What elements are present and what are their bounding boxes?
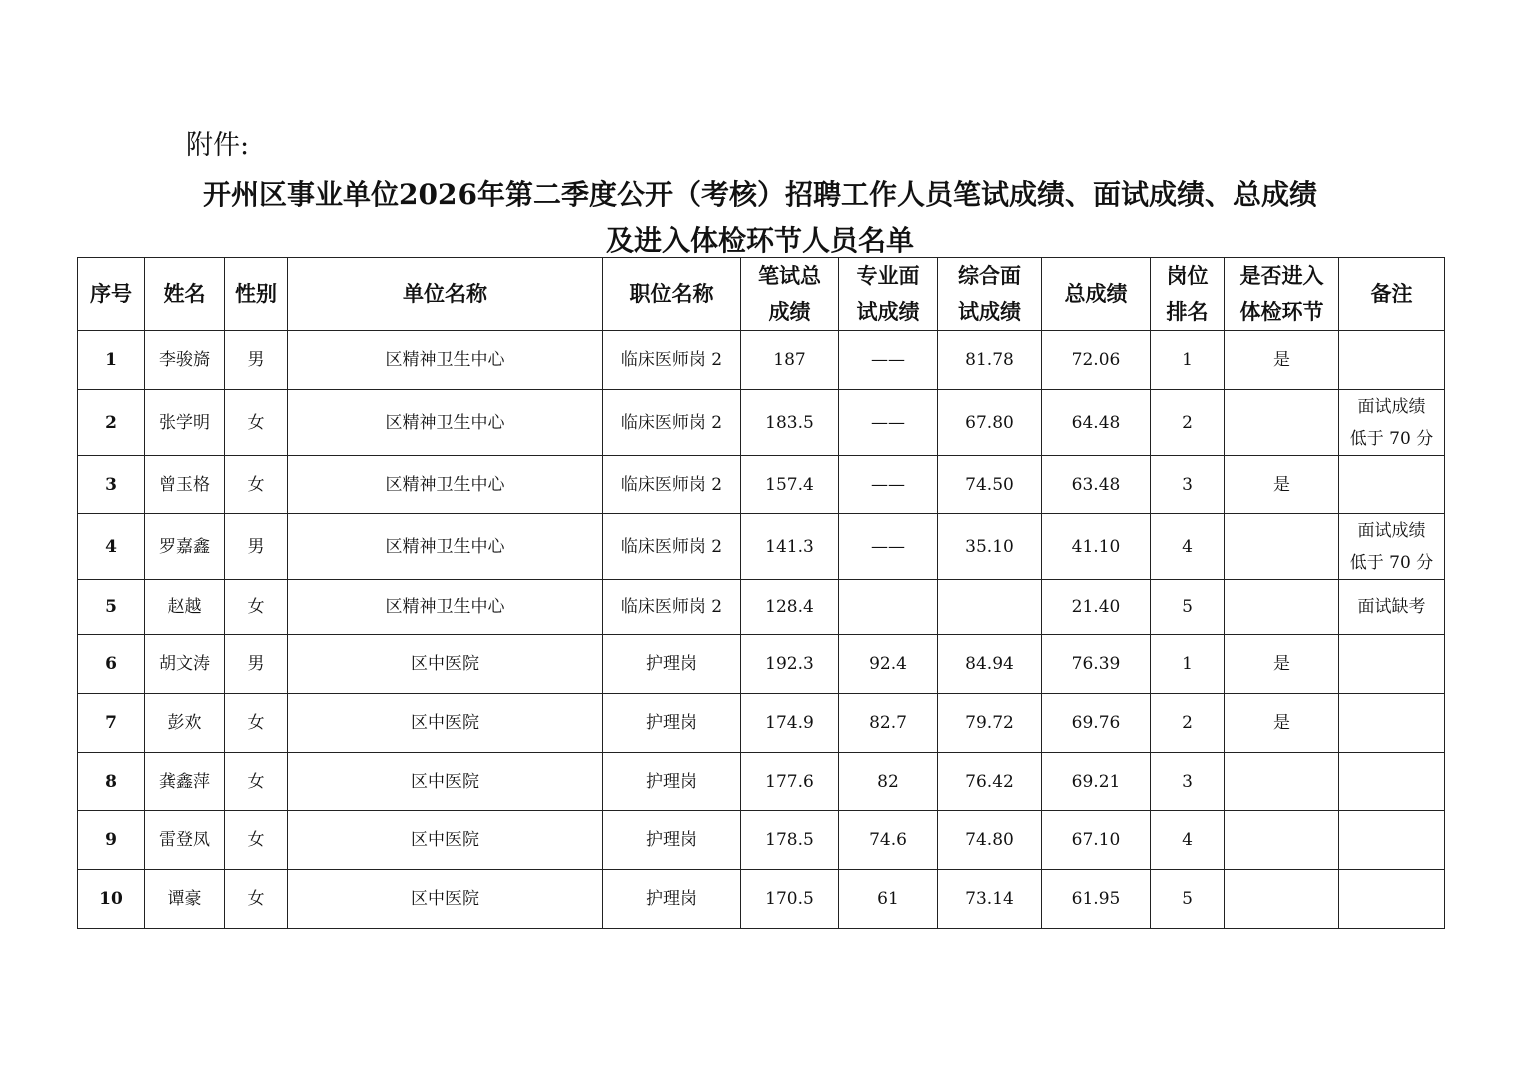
cell-rank: 5 <box>1151 580 1225 635</box>
cell-written-score: 141.3 <box>741 514 839 580</box>
cell-index: 1 <box>78 331 145 390</box>
cell-professional-interview: —— <box>839 331 938 390</box>
cell-written-score: 170.5 <box>741 870 839 929</box>
cell-general-interview <box>938 580 1042 635</box>
cell-physical-exam <box>1225 514 1339 580</box>
cell-position: 护理岗 <box>603 870 741 929</box>
cell-remarks <box>1339 694 1445 753</box>
header-index: 序号 <box>78 258 145 331</box>
cell-rank: 1 <box>1151 635 1225 694</box>
cell-index: 9 <box>78 811 145 870</box>
cell-general-interview: 74.80 <box>938 811 1042 870</box>
cell-total-score: 67.10 <box>1042 811 1151 870</box>
cell-gender: 女 <box>225 753 288 811</box>
cell-unit: 区精神卫生中心 <box>288 456 603 514</box>
table-row <box>78 331 1445 390</box>
cell-unit: 区中医院 <box>288 694 603 753</box>
cell-rank: 2 <box>1151 390 1225 456</box>
header-row <box>78 258 1445 331</box>
cell-total-score: 61.95 <box>1042 870 1151 929</box>
cell-name: 赵越 <box>145 580 225 635</box>
header-rank: 岗位 排名 <box>1151 258 1225 331</box>
cell-unit: 区精神卫生中心 <box>288 331 603 390</box>
cell-unit: 区精神卫生中心 <box>288 514 603 580</box>
cell-general-interview: 35.10 <box>938 514 1042 580</box>
header-gender: 性别 <box>225 258 288 331</box>
cell-remarks <box>1339 811 1445 870</box>
cell-position: 护理岗 <box>603 694 741 753</box>
header-name: 姓名 <box>145 258 225 331</box>
cell-remarks <box>1339 456 1445 514</box>
cell-total-score: 63.48 <box>1042 456 1151 514</box>
cell-total-score: 69.76 <box>1042 694 1151 753</box>
cell-name: 雷登凤 <box>145 811 225 870</box>
results-table <box>77 257 1445 929</box>
cell-total-score: 64.48 <box>1042 390 1151 456</box>
cell-general-interview: 84.94 <box>938 635 1042 694</box>
cell-name: 李骏旖 <box>145 331 225 390</box>
cell-index: 2 <box>78 390 145 456</box>
header-professional-interview: 专业面 试成绩 <box>839 258 938 331</box>
table-row <box>78 870 1445 929</box>
cell-total-score: 72.06 <box>1042 331 1151 390</box>
cell-gender: 女 <box>225 694 288 753</box>
table-row <box>78 580 1445 635</box>
cell-remarks: 面试成绩 低于 70 分 <box>1339 514 1445 580</box>
cell-index: 8 <box>78 753 145 811</box>
cell-gender: 女 <box>225 456 288 514</box>
cell-gender: 女 <box>225 811 288 870</box>
cell-professional-interview: 82.7 <box>839 694 938 753</box>
cell-professional-interview: 92.4 <box>839 635 938 694</box>
cell-index: 6 <box>78 635 145 694</box>
header-written-score: 笔试总 成绩 <box>741 258 839 331</box>
cell-written-score: 157.4 <box>741 456 839 514</box>
cell-written-score: 178.5 <box>741 811 839 870</box>
cell-position: 护理岗 <box>603 753 741 811</box>
cell-gender: 男 <box>225 331 288 390</box>
cell-position: 临床医师岗 2 <box>603 331 741 390</box>
cell-name: 谭豪 <box>145 870 225 929</box>
cell-rank: 1 <box>1151 331 1225 390</box>
cell-professional-interview <box>839 580 938 635</box>
cell-rank: 4 <box>1151 811 1225 870</box>
cell-rank: 5 <box>1151 870 1225 929</box>
cell-gender: 女 <box>225 870 288 929</box>
table-row <box>78 514 1445 580</box>
cell-index: 7 <box>78 694 145 753</box>
cell-physical-exam: 是 <box>1225 635 1339 694</box>
cell-written-score: 183.5 <box>741 390 839 456</box>
table-header <box>78 258 1445 331</box>
cell-professional-interview: —— <box>839 456 938 514</box>
cell-name: 龚鑫萍 <box>145 753 225 811</box>
cell-gender: 男 <box>225 514 288 580</box>
cell-written-score: 177.6 <box>741 753 839 811</box>
cell-remarks: 面试成绩 低于 70 分 <box>1339 390 1445 456</box>
cell-physical-exam: 是 <box>1225 694 1339 753</box>
header-physical-exam: 是否进入 体检环节 <box>1225 258 1339 331</box>
cell-index: 10 <box>78 870 145 929</box>
cell-written-score: 128.4 <box>741 580 839 635</box>
cell-general-interview: 76.42 <box>938 753 1042 811</box>
cell-index: 5 <box>78 580 145 635</box>
header-general-interview: 综合面 试成绩 <box>938 258 1042 331</box>
cell-physical-exam <box>1225 870 1339 929</box>
cell-total-score: 69.21 <box>1042 753 1151 811</box>
table-row <box>78 694 1445 753</box>
cell-remarks <box>1339 331 1445 390</box>
header-unit: 单位名称 <box>288 258 603 331</box>
cell-name: 曾玉格 <box>145 456 225 514</box>
cell-unit: 区精神卫生中心 <box>288 390 603 456</box>
cell-total-score: 76.39 <box>1042 635 1151 694</box>
cell-general-interview: 67.80 <box>938 390 1042 456</box>
cell-remarks <box>1339 870 1445 929</box>
cell-name: 彭欢 <box>145 694 225 753</box>
cell-gender: 女 <box>225 390 288 456</box>
cell-professional-interview: —— <box>839 390 938 456</box>
cell-professional-interview: 82 <box>839 753 938 811</box>
cell-gender: 女 <box>225 580 288 635</box>
cell-position: 护理岗 <box>603 811 741 870</box>
cell-position: 临床医师岗 2 <box>603 390 741 456</box>
cell-unit: 区中医院 <box>288 635 603 694</box>
cell-general-interview: 74.50 <box>938 456 1042 514</box>
cell-rank: 2 <box>1151 694 1225 753</box>
attachment-label: 附件: <box>186 130 250 161</box>
cell-unit: 区中医院 <box>288 753 603 811</box>
cell-total-score: 21.40 <box>1042 580 1151 635</box>
cell-physical-exam <box>1225 390 1339 456</box>
table-row <box>78 635 1445 694</box>
cell-position: 临床医师岗 2 <box>603 456 741 514</box>
cell-written-score: 187 <box>741 331 839 390</box>
table-body <box>78 331 1445 929</box>
cell-professional-interview: 74.6 <box>839 811 938 870</box>
title-line-1: 开州区事业单位2026年第二季度公开（考核）招聘工作人员笔试成绩、面试成绩、总成绩 <box>203 178 1317 211</box>
cell-remarks: 面试缺考 <box>1339 580 1445 635</box>
cell-unit: 区中医院 <box>288 811 603 870</box>
cell-physical-exam: 是 <box>1225 456 1339 514</box>
cell-rank: 3 <box>1151 753 1225 811</box>
header-position: 职位名称 <box>603 258 741 331</box>
table-row <box>78 390 1445 456</box>
cell-gender: 男 <box>225 635 288 694</box>
cell-physical-exam: 是 <box>1225 331 1339 390</box>
cell-index: 4 <box>78 514 145 580</box>
cell-position: 临床医师岗 2 <box>603 514 741 580</box>
cell-unit: 区中医院 <box>288 870 603 929</box>
cell-professional-interview: 61 <box>839 870 938 929</box>
cell-rank: 3 <box>1151 456 1225 514</box>
header-total-score: 总成绩 <box>1042 258 1151 331</box>
table-row <box>78 456 1445 514</box>
cell-general-interview: 81.78 <box>938 331 1042 390</box>
title-line-2: 及进入体检环节人员名单 <box>605 224 914 257</box>
cell-professional-interview: —— <box>839 514 938 580</box>
cell-position: 临床医师岗 2 <box>603 580 741 635</box>
cell-unit: 区精神卫生中心 <box>288 580 603 635</box>
cell-total-score: 41.10 <box>1042 514 1151 580</box>
cell-physical-exam <box>1225 580 1339 635</box>
cell-general-interview: 79.72 <box>938 694 1042 753</box>
cell-written-score: 192.3 <box>741 635 839 694</box>
table-row <box>78 753 1445 811</box>
cell-rank: 4 <box>1151 514 1225 580</box>
cell-name: 罗嘉鑫 <box>145 514 225 580</box>
header-remarks: 备注 <box>1339 258 1445 331</box>
table-row <box>78 811 1445 870</box>
cell-position: 护理岗 <box>603 635 741 694</box>
cell-physical-exam <box>1225 753 1339 811</box>
cell-remarks <box>1339 635 1445 694</box>
cell-general-interview: 73.14 <box>938 870 1042 929</box>
cell-remarks <box>1339 753 1445 811</box>
cell-name: 张学明 <box>145 390 225 456</box>
document-title <box>76 172 1444 264</box>
cell-physical-exam <box>1225 811 1339 870</box>
cell-written-score: 174.9 <box>741 694 839 753</box>
cell-name: 胡文涛 <box>145 635 225 694</box>
cell-index: 3 <box>78 456 145 514</box>
